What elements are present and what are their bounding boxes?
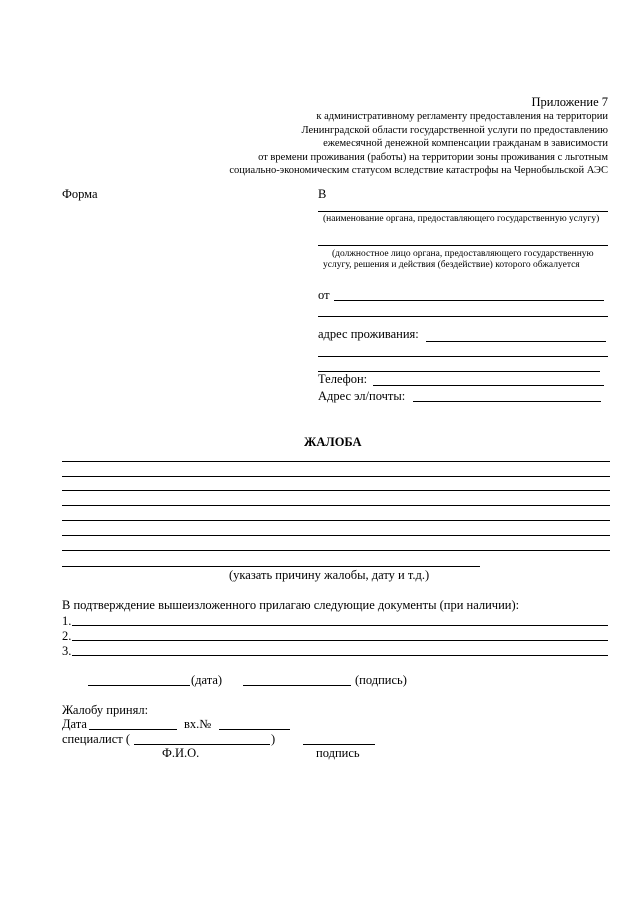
specialist-label: специалист ( [62, 732, 131, 746]
official-field[interactable] [318, 245, 608, 246]
complaint-line-1[interactable] [62, 461, 610, 462]
complaint-title: ЖАЛОБА [304, 435, 362, 449]
specialist-signature-field[interactable] [303, 744, 375, 745]
address-field[interactable] [426, 341, 606, 342]
attachments-intro: В подтверждение вышеизложенного прилагаю следующие документы (при наличии): [62, 598, 520, 612]
complaint-line-6[interactable] [62, 535, 610, 536]
attachment-number-1: 1. [62, 614, 72, 628]
complaint-line-2[interactable] [62, 476, 610, 477]
reason-hint: (указать причину жалобы, дату и т.д.) [229, 568, 430, 582]
phone-label: Телефон: [318, 372, 368, 386]
complaint-line-4[interactable] [62, 505, 610, 506]
from-field[interactable] [334, 300, 604, 301]
complaint-signature-field[interactable] [243, 685, 351, 686]
address-field-2[interactable] [318, 356, 608, 357]
to-label: В [318, 187, 327, 201]
attachment-number-3: 3. [62, 644, 72, 658]
acceptance-date-label: Дата [62, 717, 87, 731]
reg-number-label: вх.№ [184, 717, 212, 731]
header-line-5: социально-экономическим статусом вследствие катастрофы на Чернобыльской АЭС [229, 165, 608, 176]
attachment-number-2: 2. [62, 629, 72, 643]
specialist-fio-field[interactable] [134, 744, 270, 745]
fio-label: Ф.И.О. [162, 746, 200, 760]
header-line-4: от времени проживания (работы) на территории зоны проживания с льготным [258, 151, 608, 163]
complaint-line-5[interactable] [62, 520, 610, 521]
sign-label: подпись [316, 746, 360, 760]
appendix-number: Приложение 7 [531, 95, 608, 109]
acceptance-title: Жалобу принял: [62, 703, 149, 717]
email-field[interactable] [413, 401, 601, 402]
recipient-organ-hint: (наименование органа, предоставляющего государственную услугу) [323, 214, 600, 224]
email-label: Адрес эл/почты: [318, 389, 406, 403]
complaint-date-field[interactable] [88, 685, 190, 686]
header-line-2: Ленинградской области государственной услуги по предоставлению [301, 124, 608, 136]
recipient-organ-field[interactable] [318, 211, 608, 212]
reg-number-field[interactable] [219, 729, 290, 730]
header-line-3: ежемесячной денежной компенсации гражданам в зависимости [323, 138, 608, 149]
official-hint-2: услугу, решения и действия (бездействие) которого обжалуется [323, 260, 580, 270]
attachment-field-1[interactable] [72, 625, 608, 626]
specialist-close-paren: ) [271, 732, 276, 746]
complaint-line-8[interactable] [62, 566, 480, 567]
phone-field[interactable] [373, 385, 604, 386]
attachment-field-3[interactable] [72, 655, 608, 656]
appendix-header [229, 94, 608, 178]
form-label: Форма [62, 187, 98, 201]
from-field-2[interactable] [318, 316, 608, 317]
official-hint-1: (должностное лицо органа, предоставляющего государственную [332, 249, 594, 259]
complaint-line-7[interactable] [62, 550, 610, 551]
attachment-field-2[interactable] [72, 640, 608, 641]
complaint-signature-label: (подпись) [355, 673, 407, 687]
from-label: от [318, 288, 330, 302]
acceptance-date-field[interactable] [89, 729, 177, 730]
header-line-1: к административному регламенту предоставления на территории [316, 111, 608, 122]
address-label: адрес проживания: [318, 327, 419, 341]
complaint-line-3[interactable] [62, 490, 610, 491]
complaint-date-label: (дата) [191, 673, 223, 687]
